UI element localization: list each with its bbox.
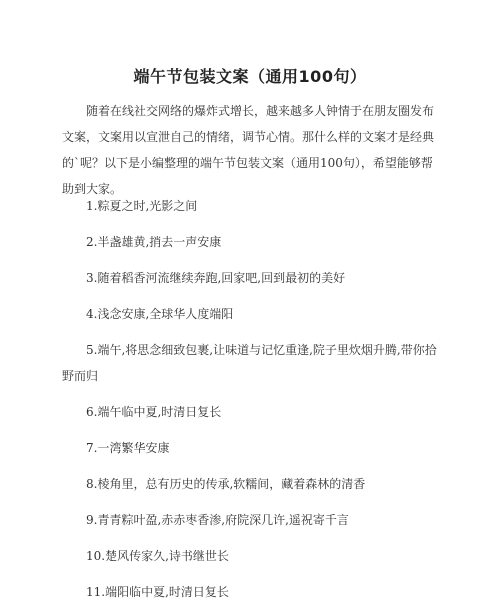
list-item: 6.端午临中夏,时清日复长	[86, 405, 222, 419]
list-item: 3.随着稻香河流继续奔跑,回家吧,回到最初的美好	[86, 271, 346, 285]
list-item: 2.半盏雄黄,捎去一声安康	[86, 235, 222, 249]
slogan-list	[62, 193, 444, 615]
list-item: 1.粽夏之时,光影之间	[86, 199, 198, 213]
list-item: 4.浅念安康,全球华人度端阳	[86, 307, 234, 321]
list-item: 5.端午,将思念细致包裹,让味道与记忆重逢,院子里炊烟升腾,带你拾野而归	[62, 343, 437, 383]
list-item: 11.端阳临中夏,时清日复长	[86, 585, 229, 599]
intro-paragraph: 随着在线社交网络的爆炸式增长，越来越多人钟情于在朋友圈发布文案，文案用以宣泄自己的情绪，调节心情。那什么样的文案才是经典的`呢？以下是小编整理的端午节包装文案（通用100句），希望能够帮助到大家。	[62, 104, 435, 196]
list-item: 9.青青粽叶盈,赤赤枣香渗,府院深几许,遥祝寄千言	[86, 513, 349, 527]
list-item: 10.楚风传家久,诗书继世长	[86, 549, 229, 563]
list-item: 8.棱角里，总有历史的传承,软糯间，藏着森林的清香	[86, 477, 366, 491]
list-item: 7.一湾繁华安康	[86, 441, 170, 455]
document-title: 端午节包装文案（通用100句）	[133, 67, 367, 86]
